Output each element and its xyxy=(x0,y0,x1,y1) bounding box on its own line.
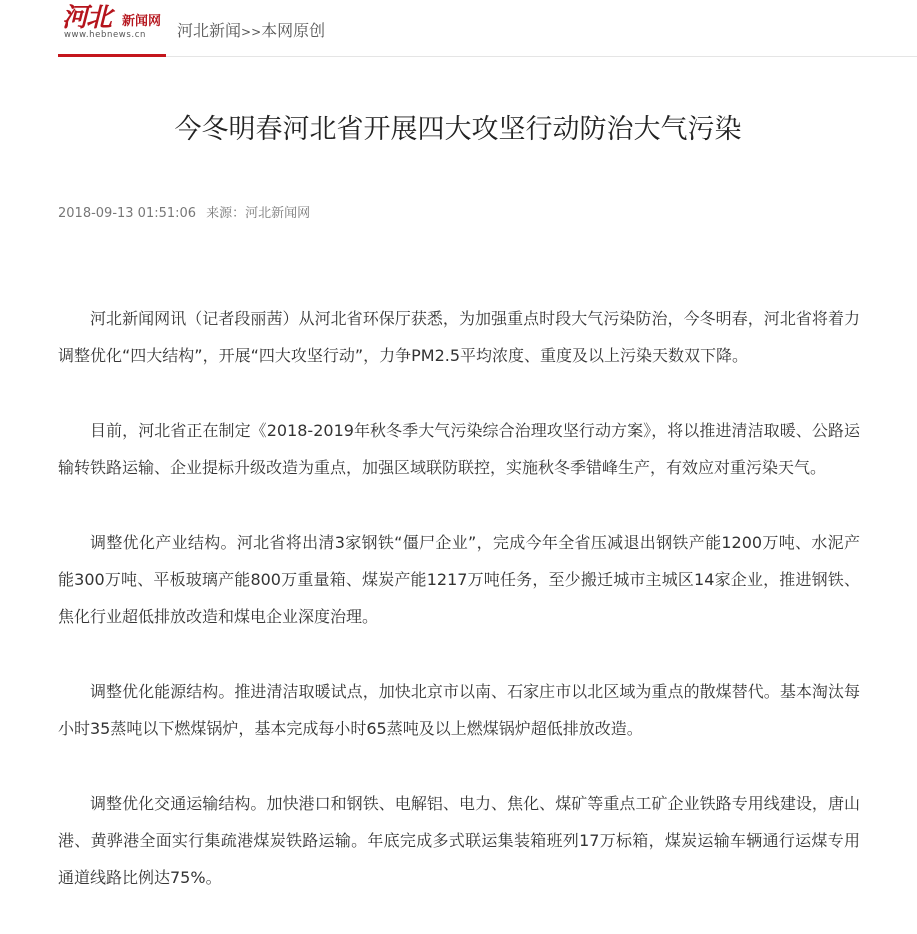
article-body xyxy=(58,300,860,934)
article-datetime: 2018-09-13 01:51:06 xyxy=(58,206,197,221)
article-meta xyxy=(58,202,310,221)
header-accent-bar xyxy=(58,54,166,57)
article-source: 来源：河北新闻网 xyxy=(206,206,311,221)
article-paragraph: 调整优化交通运输结构。加快港口和钢铁、电解铝、电力、焦化、煤矿等重点工矿企业铁路专用线建设，唐山港、黄骅港全面实行集疏港煤炭铁路运输。年底完成多式联运集装箱班列17万标箱，煤炭运输车辆通行运煤专用通道线路比例达75%。 xyxy=(58,794,860,887)
article-paragraph: 目前，河北省正在制定《2018-2019年秋冬季大气污染综合治理攻坚行动方案》，将以推进清洁取暖、公路运输转铁路运输、企业提标升级改造为重点，加强区域联防联控，实施秋冬季错峰生产，有效应对重污染天气。 xyxy=(58,421,860,477)
breadcrumb-link-hebei-news[interactable]: 河北新闻 xyxy=(177,21,242,40)
article-paragraph: 调整优化能源结构。推进清洁取暖试点，加快北京市以南、石家庄市以北区域为重点的散煤替代。基本淘汰每小时35蒸吨以下燃煤锅炉，基本完成每小时65蒸吨及以上燃煤锅炉超低排放改造。 xyxy=(58,682,860,738)
logo-mark: 河北 xyxy=(62,3,111,33)
logo-url: www.hebnews.cn xyxy=(64,30,146,40)
logo-site-name: 新闻网 xyxy=(122,14,162,29)
breadcrumb-link-original[interactable]: 本网原创 xyxy=(261,21,326,40)
breadcrumb-separator: >> xyxy=(241,25,262,39)
article-title: 今冬明春河北省开展四大攻坚行动防治大气污染 xyxy=(174,114,742,145)
breadcrumb xyxy=(177,18,325,41)
site-logo[interactable] xyxy=(62,4,170,42)
article-paragraph: 河北新闻网讯（记者段丽茜）从河北省环保厅获悉，为加强重点时段大气污染防治，今冬明春，河北省将着力调整优化“四大结构”，开展“四大攻坚行动”，力争PM2.5平均浓度、重度及以上污染天数双下降。 xyxy=(58,309,860,365)
article-paragraph: 调整优化产业结构。河北省将出清3家钢铁“僵尸企业”，完成今年全省压减退出钢铁产能1200万吨、水泥产能300万吨、平板玻璃产能800万重量箱、煤炭产能1217万吨任务，至少搬迁城市主城区14家企业，推进钢铁、焦化行业超低排放改造和煤电企业深度治理。 xyxy=(58,533,860,626)
site-header xyxy=(58,0,917,58)
header-divider xyxy=(58,56,917,57)
